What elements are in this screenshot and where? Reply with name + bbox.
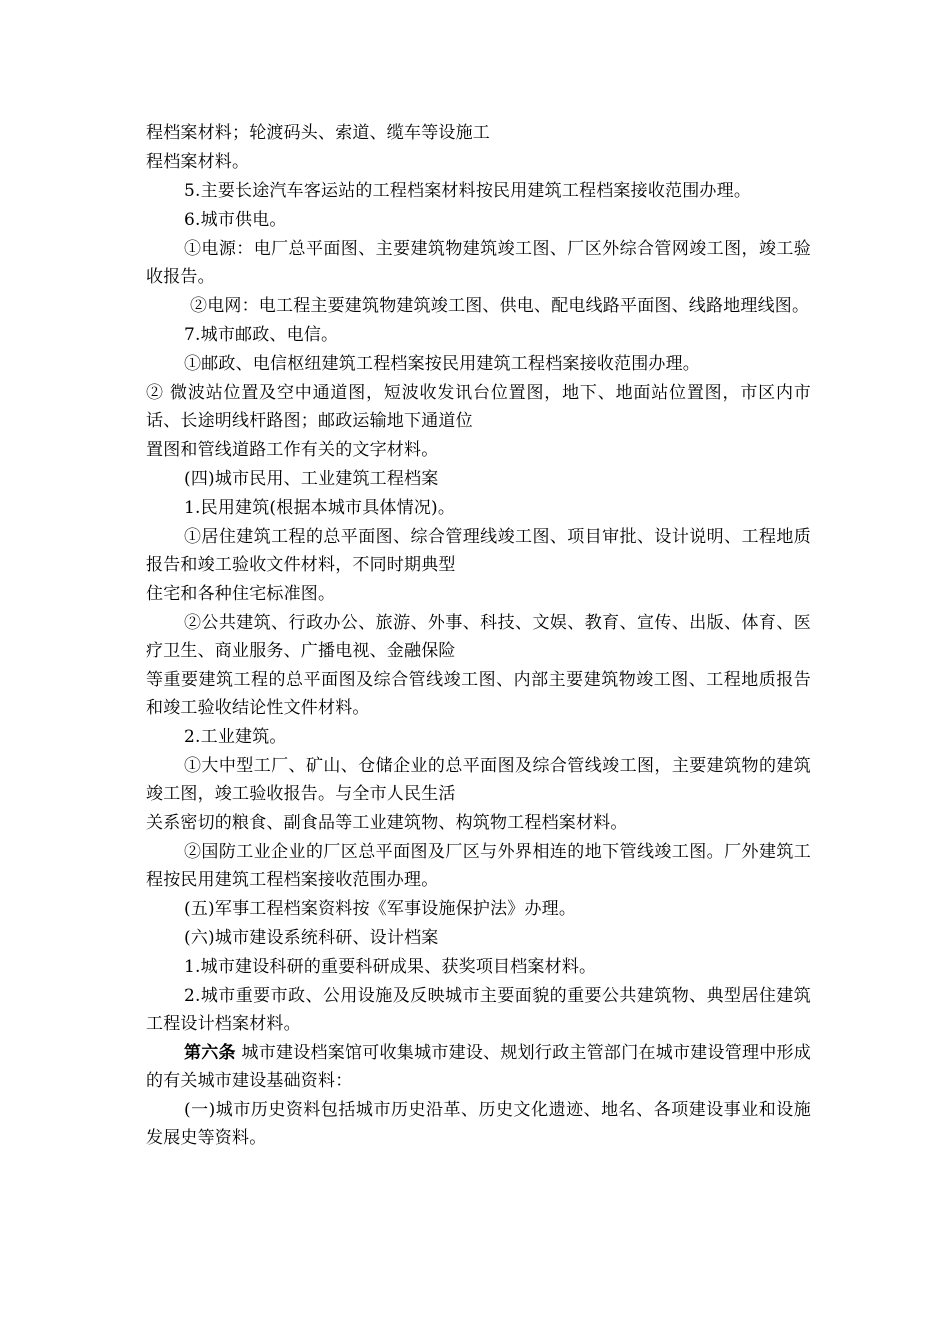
- paragraph: 1.城市建设科研的重要科研成果、获奖项目档案材料。: [184, 957, 597, 977]
- paragraph: 7.城市邮政、电信。: [184, 325, 339, 345]
- paragraph: (一)城市历史资料包括城市历史沿革、历史文化遗迹、地名、各项建设事业和设施发展史等资料。: [146, 1100, 811, 1148]
- section-heading: (五)军事工程档案资料按《军事设施保护法》办理。: [184, 899, 577, 919]
- paragraph: ②国防工业企业的厂区总平面图及厂区与外界相连的地下管线竣工图。厂外建筑工程按民用建筑工程档案接收范围办理。: [146, 842, 811, 890]
- paragraph: ②公共建筑、行政办公、旅游、外事、科技、文娱、教育、宣传、出版、体育、医疗卫生、商业服务、广播电视、金融保险: [146, 613, 811, 661]
- section-heading: (六)城市建设系统科研、设计档案: [184, 928, 439, 948]
- paragraph: 程档案材料；轮渡码头、索道、缆车等设施工: [146, 123, 490, 143]
- paragraph: ②电网：电工程主要建筑物建筑竣工图、供电、配电线路平面图、线路地理线图。: [190, 296, 810, 316]
- document-body: [146, 119, 811, 1153]
- paragraph: 置图和管线道路工作有关的文字材料。: [146, 440, 439, 460]
- paragraph: 5.主要长途汽车客运站的工程档案材料按民用建筑工程档案接收范围办理。: [184, 181, 752, 201]
- paragraph: 2.城市重要市政、公用设施及反映城市主要面貌的重要公共建筑物、典型居住建筑工程设计档案材料。: [146, 986, 811, 1034]
- paragraph: ①电源：电厂总平面图、主要建筑物建筑竣工图、厂区外综合管网竣工图，竣工验收报告。: [146, 239, 811, 287]
- paragraph: ①大中型工厂、矿山、仓储企业的总平面图及综合管线竣工图，主要建筑物的建筑竣工图，竣工验收报告。与全市人民生活: [146, 756, 811, 804]
- paragraph: 1.民用建筑(根据本城市具体情况)。: [184, 498, 456, 518]
- paragraph: 6.城市供电。: [184, 210, 287, 230]
- article-text: 城市建设档案馆可收集城市建设、规划行政主管部门在城市建设管理中形成的有关城市建设基础资料：: [146, 1043, 812, 1091]
- article-label: 第六条: [184, 1043, 236, 1063]
- paragraph: 等重要建筑工程的总平面图及综合管线竣工图、内部主要建筑物竣工图、工程地质报告和竣工验收结论性文件材料。: [146, 670, 811, 718]
- paragraph: ② 微波站位置及空中通道图，短波收发讯台位置图，地下、地面站位置图，市区内市话、长途明线杆路图；邮政运输地下通道位: [146, 383, 811, 431]
- paragraph: 2.工业建筑。: [184, 727, 287, 747]
- article-paragraph: [146, 1039, 811, 1095]
- section-heading: (四)城市民用、工业建筑工程档案: [184, 469, 439, 489]
- paragraph: ①居住建筑工程的总平面图、综合管理线竣工图、项目审批、设计说明、工程地质报告和竣工验收文件材料，不同时期典型: [146, 527, 811, 575]
- paragraph: 关系密切的粮食、副食品等工业建筑物、构筑物工程档案材料。: [146, 813, 628, 833]
- paragraph: 程档案材料。: [146, 152, 250, 172]
- paragraph: 住宅和各种住宅标准图。: [146, 584, 336, 604]
- paragraph: ①邮政、电信枢纽建筑工程档案按民用建筑工程档案接收范围办理。: [184, 354, 700, 374]
